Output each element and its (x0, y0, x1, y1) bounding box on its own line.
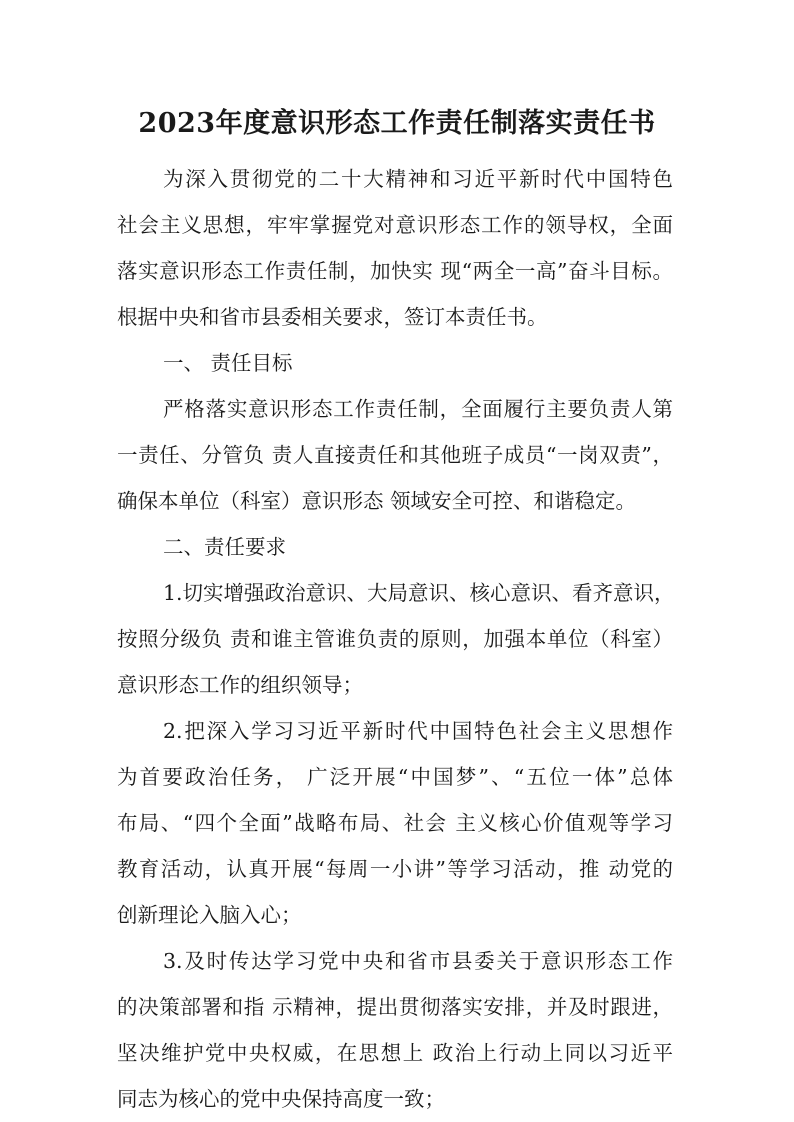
item-3-line-1: 3.及时传达学习党中央和省市县委关于意识形态工作 (163, 949, 673, 973)
preamble-line-1: 为深入贯彻党的二十大精神和习近平新时代中国特色 (163, 167, 673, 191)
preamble-line-3: 落实意识形态工作责任制，加快实 现“两全一高”奋斗目标。 (117, 259, 673, 283)
item-2-line-5: 创新理论入脑入心； (117, 903, 302, 927)
item-3-line-3: 坚决维护党中央权威，在思想上 政治上行动上同以习近平 (117, 1041, 673, 1065)
section-1-line-1: 严格落实意识形态工作责任制，全面履行主要负责人第 (163, 397, 673, 421)
section-1-line-3: 确保本单位（科室）意识形态 领域安全可控、和谐稳定。 (117, 489, 637, 513)
item-2-line-4: 教育活动，认真开展“每周一小讲”等学习活动，推 动党的 (117, 857, 673, 881)
section-2-heading: 二、责任要求 (163, 535, 286, 559)
section-1-heading: 一、 责任目标 (163, 351, 293, 375)
item-1-line-1: 1.切实增强政治意识、大局意识、核心意识、看齐意识， (163, 581, 675, 605)
item-2-line-3: 布局、“四个全面”战略布局、社会 主义核心价值观等学习 (117, 811, 673, 835)
item-3-line-2: 的决策部署和指 示精神，提出贯彻落实安排，并及时跟进， (117, 995, 673, 1019)
item-2-line-2: 为首要政治任务， 广泛开展“中国梦”、“五位一体”总体 (117, 765, 673, 789)
item-2-line-1: 2.把深入学习习近平新时代中国特色社会主义思想作 (163, 719, 673, 743)
document-title: 2023年度意识形态工作责任制落实责任书 (138, 108, 656, 139)
section-1-line-2: 一责任、分管负 责人直接责任和其他班子成员“一岗双责”， (117, 443, 673, 467)
preamble-line-4: 根据中央和省市县委相关要求，签订本责任书。 (117, 305, 548, 329)
preamble-line-2: 社会主义思想，牢牢掌握党对意识形态工作的领导权，全面 (117, 213, 673, 237)
item-1-line-2: 按照分级负 责和谁主管谁负责的原则，加强本单位（科室） (117, 627, 673, 651)
item-1-line-3: 意识形态工作的组织领导； (117, 673, 363, 697)
item-3-line-4: 同志为核心的党中央保持高度一致； (117, 1087, 445, 1111)
